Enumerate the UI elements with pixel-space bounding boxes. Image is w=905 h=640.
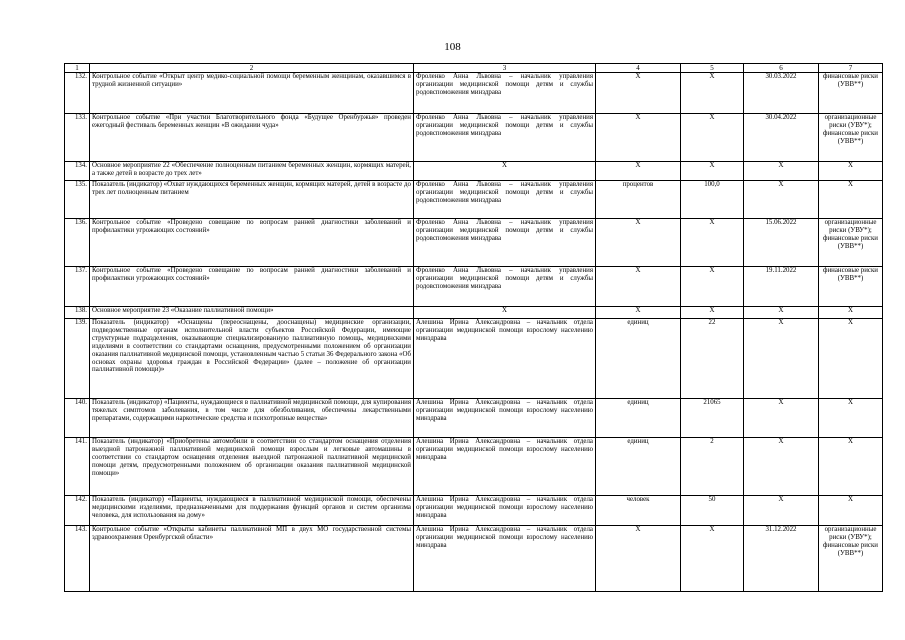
row-value: Х (681, 267, 744, 307)
row-date: 15.06.2022 (744, 219, 819, 267)
table-row (65, 319, 883, 399)
table-row (65, 181, 883, 219)
header-row (65, 64, 883, 73)
row-date: Х (744, 399, 819, 438)
row-risk: Х (819, 181, 883, 219)
row-value: Х (681, 73, 744, 114)
row-responsible: Фроленко Анна Львовна – начальник управления организации медицинской помощи детям и службы родовспоможения минздрава (414, 267, 596, 307)
row-date: Х (744, 162, 819, 181)
row-description: Контрольное событие «Открыт центр медико-социальной помощи беременным женщинам, оказавшимся в трудной жизненной ситуации» (90, 73, 414, 114)
row-unit: Х (596, 526, 681, 592)
plan-table (64, 63, 883, 592)
page-number: 108 (444, 41, 461, 53)
row-number: 134. (65, 162, 90, 181)
header-col-7: 7 (819, 64, 883, 73)
row-unit: Х (596, 114, 681, 162)
table-row (65, 496, 883, 526)
row-description: Контрольное событие «Проведено совещание по вопросам ранней диагностики заболеваний и профилактики угрожающих состояний» (90, 267, 414, 307)
row-responsible: Алешина Ирина Александровна – начальник отдела организации медицинской помощи взрослому населению минздрава (414, 399, 596, 438)
row-responsible: Алешина Ирина Александровна – начальник отдела организации медицинской помощи взрослому населению минздрава (414, 526, 596, 592)
row-unit: единиц (596, 319, 681, 399)
row-unit: процентов (596, 181, 681, 219)
row-number: 135. (65, 181, 90, 219)
row-value: Х (681, 114, 744, 162)
row-unit: Х (596, 219, 681, 267)
row-risk: Х (819, 319, 883, 399)
row-unit: Х (596, 267, 681, 307)
row-number: 132. (65, 73, 90, 114)
row-responsible: Алешина Ирина Александровна – начальник отдела организации медицинской помощи взрослому населению минздрава (414, 319, 596, 399)
table-row (65, 526, 883, 592)
row-number: 142. (65, 496, 90, 526)
row-number: 141. (65, 438, 90, 496)
row-number: 139. (65, 319, 90, 399)
row-value: Х (681, 526, 744, 592)
row-responsible: Фроленко Анна Львовна – начальник управления организации медицинской помощи детям и службы родовспоможения минздрава (414, 219, 596, 267)
row-date: 19.11.2022 (744, 267, 819, 307)
table-row (65, 162, 883, 181)
row-risk: Х (819, 399, 883, 438)
row-risk: Х (819, 496, 883, 526)
row-unit: Х (596, 73, 681, 114)
row-responsible: Фроленко Анна Львовна – начальник управления организации медицинской помощи детям и службы родовспоможения минздрава (414, 73, 596, 114)
row-unit: единиц (596, 399, 681, 438)
row-risk: Х (819, 162, 883, 181)
row-value: Х (681, 162, 744, 181)
header-col-5: 5 (681, 64, 744, 73)
row-value: 50 (681, 496, 744, 526)
row-risk: Х (819, 307, 883, 319)
row-responsible: Фроленко Анна Львовна – начальник управления организации медицинской помощи детям и службы родовспоможения минздрава (414, 181, 596, 219)
row-description: Показатель (индикатор) «Пациенты, нуждающиеся в паллиативной медицинской помощи, обеспечены медицинскими изделиями, предназначенными для поддержания функций органов и систем организма человека, для использования на дому» (90, 496, 414, 526)
row-unit: Х (596, 307, 681, 319)
header-col-3: 3 (414, 64, 596, 73)
header-col-4: 4 (596, 64, 681, 73)
row-description: Основное мероприятие 23 «Оказание паллиативной помощи» (90, 307, 414, 319)
row-responsible: Фроленко Анна Львовна – начальник управления организации медицинской помощи детям и службы родовспоможения минздрава (414, 114, 596, 162)
table-row (65, 219, 883, 267)
row-number: 140. (65, 399, 90, 438)
row-date: 31.12.2022 (744, 526, 819, 592)
row-number: 138. (65, 307, 90, 319)
row-risk: финансовые риски (УВВ**) (819, 73, 883, 114)
row-date: Х (744, 181, 819, 219)
row-description: Показатель (индикатор) «Пациенты, нуждающиеся в паллиативной медицинской помощи, для купирования тяжелых симптомов заболевания, в том числе для обезболивания, обеспечены лекарственными препаратами, содержащими наркотические средства и психотропные вещества» (90, 399, 414, 438)
header-col-2: 2 (90, 64, 414, 73)
row-risk: организационные риски (УВУ*); финансовые риски (УВВ**) (819, 526, 883, 592)
row-date: Х (744, 319, 819, 399)
table-row (65, 438, 883, 496)
row-value: Х (681, 219, 744, 267)
row-date: Х (744, 307, 819, 319)
row-unit: единиц (596, 438, 681, 496)
row-responsible: Х (414, 307, 596, 319)
row-responsible: Х (414, 162, 596, 181)
header-col-1: 1 (65, 64, 90, 73)
table-row (65, 114, 883, 162)
row-risk: Х (819, 438, 883, 496)
row-date: Х (744, 496, 819, 526)
row-number: 137. (65, 267, 90, 307)
row-description: Показатель (индикатор) «Приобретены автомобили в соответствии со стандартом оснащения отделения выездной патронажной паллиативной медицинской помощи взрослым и легковые автомашины в соответствии со стандартом оснащения отделения выездной патронажной паллиативной медицинской помощи детям, предусмотренными положением об организации оказания паллиативной медицинской помощи» (90, 438, 414, 496)
row-value: 2 (681, 438, 744, 496)
row-value: Х (681, 307, 744, 319)
row-date: Х (744, 438, 819, 496)
row-responsible: Алешина Ирина Александровна – начальник отдела организации медицинской помощи взрослому населению минздрава (414, 438, 596, 496)
row-unit: Х (596, 162, 681, 181)
row-description: Контрольное событие «При участии Благотворительного фонда «Будущее Оренбуржья» проведен ежегодный фестиваль беременных женщин «В ожидании чуда» (90, 114, 414, 162)
table-row (65, 399, 883, 438)
row-date: 30.03.2022 (744, 73, 819, 114)
row-description: Контрольное событие «Открыты кабинеты паллиативной МП в двух МО государственной системы здравоохранения Оренбургской области» (90, 526, 414, 592)
table-row (65, 73, 883, 114)
row-unit: человек (596, 496, 681, 526)
table-row (65, 307, 883, 319)
row-date: 30.04.2022 (744, 114, 819, 162)
row-description: Показатель (индикатор) «Оснащены (переоснащены, дооснащены) медицинские организации, подведомственные органам исполнительной власти субъектов Российской Федерации, имеющие структурные подразделения, оказывающие специализированную паллиативную помощь, медицинскими изделиями в соответствии со стандартами оснащения, предусмотренными положением об организации оказания паллиативной медицинской помощи, установленным частью 5 статьи 36 Федерального закона «Об основах охраны здоровья граждан в Российской Федерации» (далее – положение об организации паллиативной помощи)» (90, 319, 414, 399)
row-number: 136. (65, 219, 90, 267)
header-col-6: 6 (744, 64, 819, 73)
row-responsible: Алешина Ирина Александровна – начальник отдела организации медицинской помощи взрослому населению минздрава (414, 496, 596, 526)
row-description: Контрольное событие «Проведено совещание по вопросам ранней диагностики заболеваний и профилактики угрожающих состояний» (90, 219, 414, 267)
row-value: 22 (681, 319, 744, 399)
row-risk: финансовые риски (УВВ**) (819, 267, 883, 307)
table-row (65, 267, 883, 307)
row-description: Показатель (индикатор) «Охват нуждающихся беременных женщин, кормящих матерей, детей в возрасте до трех лет полноценным питанием (90, 181, 414, 219)
row-description: Основное мероприятие 22 «Обеспечение полноценным питанием беременных женщин, кормящих матерей, а также детей в возрасте до трех лет» (90, 162, 414, 181)
row-risk: организационные риски (УВУ*); финансовые риски (УВВ**) (819, 219, 883, 267)
row-risk: организационные риски (УВУ*); финансовые риски (УВВ**) (819, 114, 883, 162)
row-value: 100,0 (681, 181, 744, 219)
row-number: 143. (65, 526, 90, 592)
row-number: 133. (65, 114, 90, 162)
row-value: 21065 (681, 399, 744, 438)
